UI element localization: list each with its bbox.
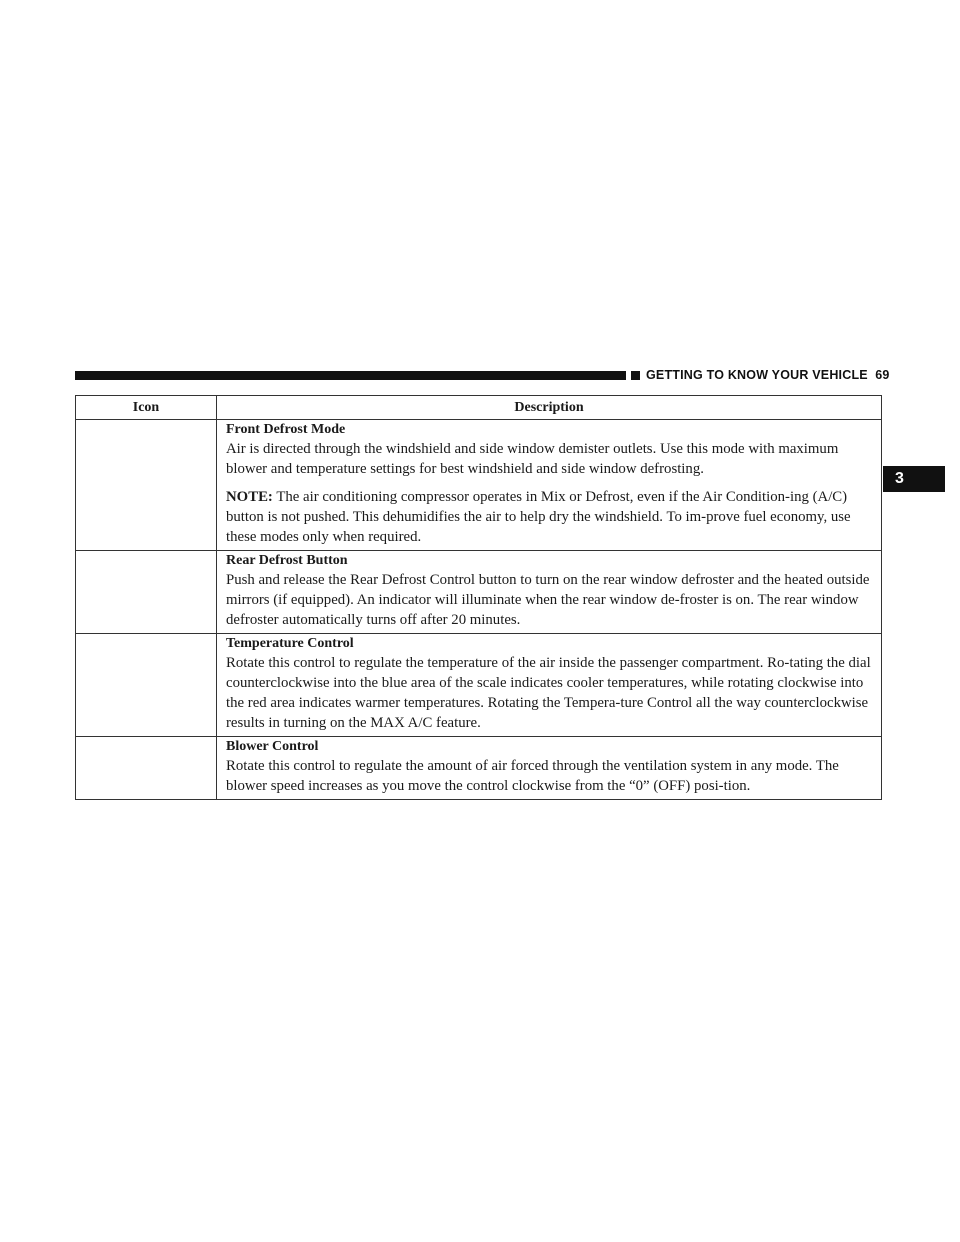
table-row xyxy=(76,420,882,551)
column-header-icon: Icon xyxy=(76,396,217,420)
page-number: 69 xyxy=(875,368,890,382)
chapter-tab xyxy=(883,466,945,492)
note-label: NOTE: xyxy=(226,489,273,505)
header-rule xyxy=(75,371,626,380)
row-title: Blower Control xyxy=(226,739,319,754)
column-header-description: Description xyxy=(217,396,882,420)
description-cell xyxy=(217,551,882,634)
table-header-row xyxy=(76,396,882,420)
chapter-number: 3 xyxy=(895,470,904,487)
description-cell xyxy=(217,634,882,737)
row-text: Air is directed through the windshield and side window demister outlets. Use this mode with maximum blower and temperature settings for best windshield and side window defrosting. xyxy=(226,441,839,477)
running-header xyxy=(646,366,890,384)
row-text: Rotate this control to regulate the temperature of the air inside the passenger compartment. Ro-tating the dial counterclockwise into the blue area of the scale indicates cooler temperatures, while rotating clockwise into the red area indicates warmer temperatures. Rotating the Tempera-ture Control all the way counterclockwise results in turning on the MAX A/C feature. xyxy=(226,655,871,731)
section-title: GETTING TO KNOW YOUR VEHICLE xyxy=(646,368,868,382)
icon-cell xyxy=(76,420,217,551)
icon-cell xyxy=(76,634,217,737)
icon-cell xyxy=(76,737,217,800)
table-row xyxy=(76,634,882,737)
row-title: Front Defrost Mode xyxy=(226,422,346,437)
header-rule-end xyxy=(631,371,640,380)
description-cell xyxy=(217,737,882,800)
row-text: Rotate this control to regulate the amount of air forced through the ventilation system in any mode. The blower speed increases as you move the control clockwise from the “0” (OFF) posi-tion. xyxy=(226,758,839,794)
controls-table xyxy=(75,395,882,800)
row-text: Push and release the Rear Defrost Control button to turn on the rear window defroster and the heated outside mirrors (if equipped). An indicator will illuminate when the rear window de-froster is on. The rear window defroster automatically turns off after 20 minutes. xyxy=(226,572,870,628)
table-row xyxy=(76,737,882,800)
note-text: The air conditioning compressor operates in Mix or Defrost, even if the Air Condition-ing (A/C) button is not pushed. This dehumidifies the air to help dry the windshield. To im-prove fuel economy, use these modes only when required. xyxy=(226,489,851,545)
row-title: Rear Defrost Button xyxy=(226,553,348,568)
table-row xyxy=(76,551,882,634)
row-note xyxy=(226,487,875,547)
row-title: Temperature Control xyxy=(226,636,354,651)
description-cell xyxy=(217,420,882,551)
icon-cell xyxy=(76,551,217,634)
